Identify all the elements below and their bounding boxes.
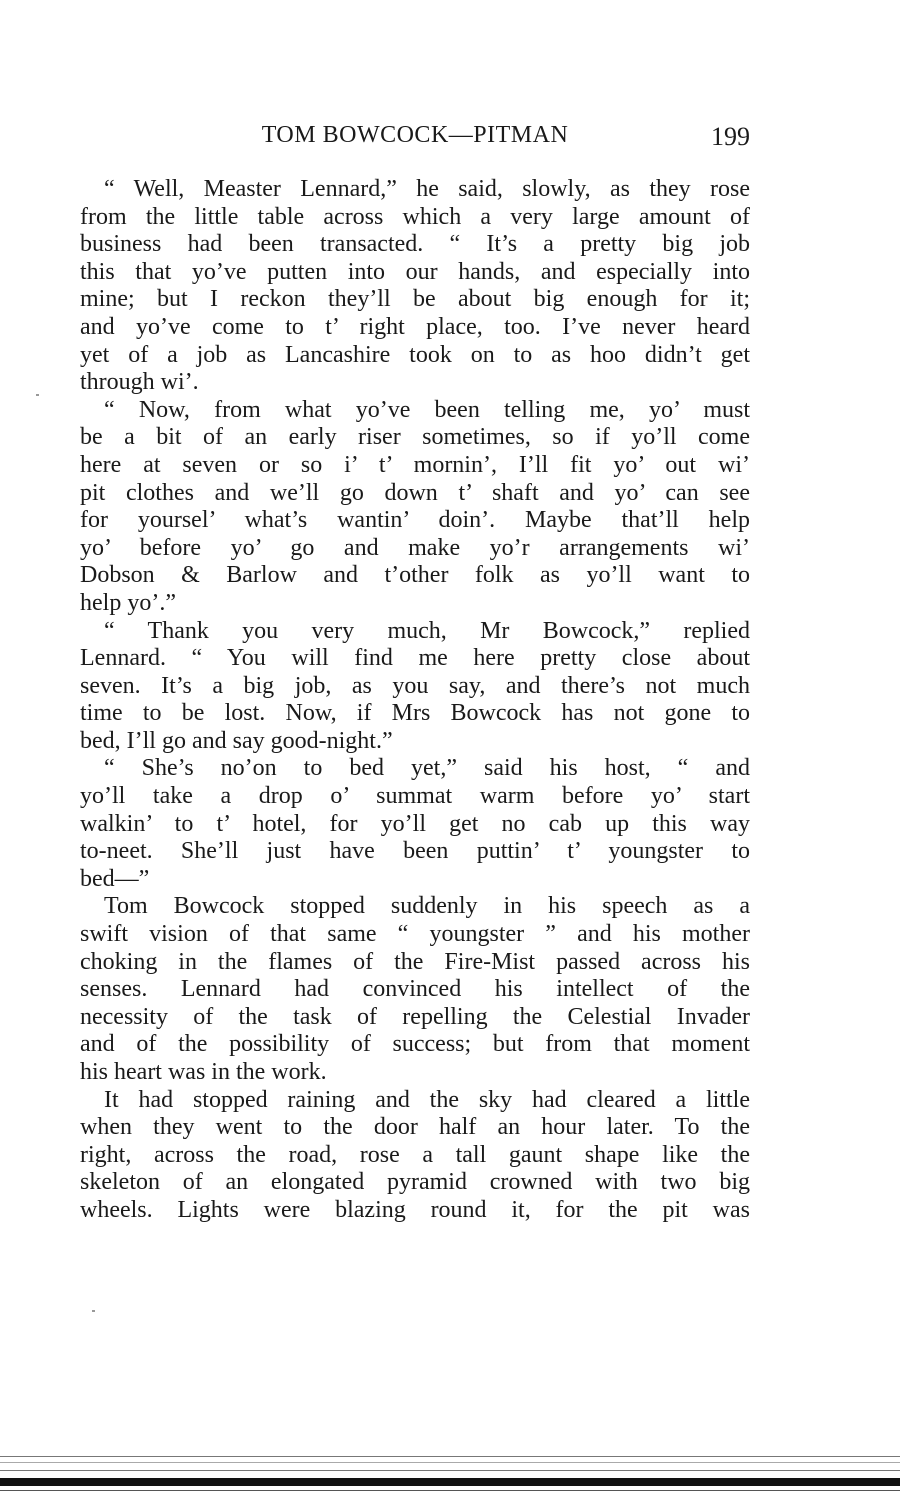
text-line: yo’ll take a drop o’ summat warm before yo’ start xyxy=(80,783,750,810)
text-line: swift vision of that same “ youngster ” and his mother xyxy=(80,921,750,948)
scan-border xyxy=(0,1452,900,1508)
text-line: senses. Lennard had convinced his intellect of the xyxy=(80,976,750,1003)
scan-speck xyxy=(92,1310,95,1312)
text-line: wheels. Lights were blazing round it, for the pit was xyxy=(80,1196,750,1223)
text-line: time to be lost. Now, if Mrs Bowcock has not gone to xyxy=(80,700,750,727)
body-text xyxy=(80,176,750,1225)
text-line: when they went to the door half an hour later. To the xyxy=(80,1114,750,1141)
text-line: be a bit of an early riser sometimes, so if yo’ll come xyxy=(80,424,750,451)
text-line: choking in the flames of the Fire-Mist passed across his xyxy=(80,948,750,975)
text-line: It had stopped raining and the sky had cleared a little xyxy=(104,1086,750,1113)
paragraph xyxy=(80,397,750,618)
text-line: help yo’.” xyxy=(80,589,176,616)
text-line: business had been transacted. “ It’s a pretty big job xyxy=(80,231,750,258)
running-header xyxy=(80,122,750,158)
text-line: bed—” xyxy=(80,865,150,892)
text-line: Tom Bowcock stopped suddenly in his speech as a xyxy=(104,893,750,920)
text-line: Dobson & Barlow and t’other folk as yo’ll want to xyxy=(80,562,750,589)
page-number: 199 xyxy=(711,122,750,151)
paragraph xyxy=(80,1087,750,1225)
text-line: this that yo’ve putten into our hands, and especially into xyxy=(80,258,750,285)
text-line: for yoursel’ what’s wantin’ doin’. Maybe that’ll help xyxy=(80,507,750,534)
text-line: “ Thank you very much, Mr Bowcock,” replied xyxy=(104,617,750,644)
text-line: to-neet. She’ll just have been puttin’ t’ youngster to xyxy=(80,838,750,865)
paragraph xyxy=(80,176,750,397)
text-line: “ She’s no’on to bed yet,” said his host, “ and xyxy=(104,755,750,782)
text-line: pit clothes and we’ll go down t’ shaft and yo’ can see xyxy=(80,479,750,506)
paragraph xyxy=(80,893,750,1086)
text-line: “ Well, Measter Lennard,” he said, slowly, as they rose xyxy=(104,176,750,202)
text-line: seven. It’s a big job, as you say, and there’s not much xyxy=(80,672,750,699)
text-line: necessity of the task of repelling the Celestial Invader xyxy=(80,1003,750,1030)
scan-speck xyxy=(36,394,39,396)
text-line: from the little table across which a very large amount of xyxy=(80,203,750,230)
text-line: mine; but I reckon they’ll be about big enough for it; xyxy=(80,286,750,313)
text-line: skeleton of an elongated pyramid crowned with two big xyxy=(80,1169,750,1196)
text-line: here at seven or so i’ t’ mornin’, I’ll fit yo’ out wi’ xyxy=(80,451,750,478)
text-line: his heart was in the work. xyxy=(80,1059,327,1085)
text-line: and of the possibility of success; but from that moment xyxy=(80,1031,750,1058)
text-line: yo’ before yo’ go and make yo’r arrangements wi’ xyxy=(80,534,750,561)
text-line: Lennard. “ You will find me here pretty close about xyxy=(80,645,750,672)
text-line: “ Now, from what yo’ve been telling me, yo’ must xyxy=(104,396,750,423)
paragraph xyxy=(80,755,750,893)
text-line: and yo’ve come to t’ right place, too. I’ve never heard xyxy=(80,313,750,340)
text-line: walkin’ to t’ hotel, for yo’ll get no cab up this way xyxy=(80,810,750,837)
text-line: bed, I’ll go and say good-night.” xyxy=(80,727,393,754)
text-line: right, across the road, rose a tall gaunt shape like the xyxy=(80,1141,750,1168)
paragraph xyxy=(80,618,750,756)
running-title: TOM BOWCOCK—PITMAN xyxy=(261,122,569,148)
text-line: yet of a job as Lancashire took on to as hoo didn’t get xyxy=(80,341,750,368)
text-line: through wi’. xyxy=(80,369,199,396)
